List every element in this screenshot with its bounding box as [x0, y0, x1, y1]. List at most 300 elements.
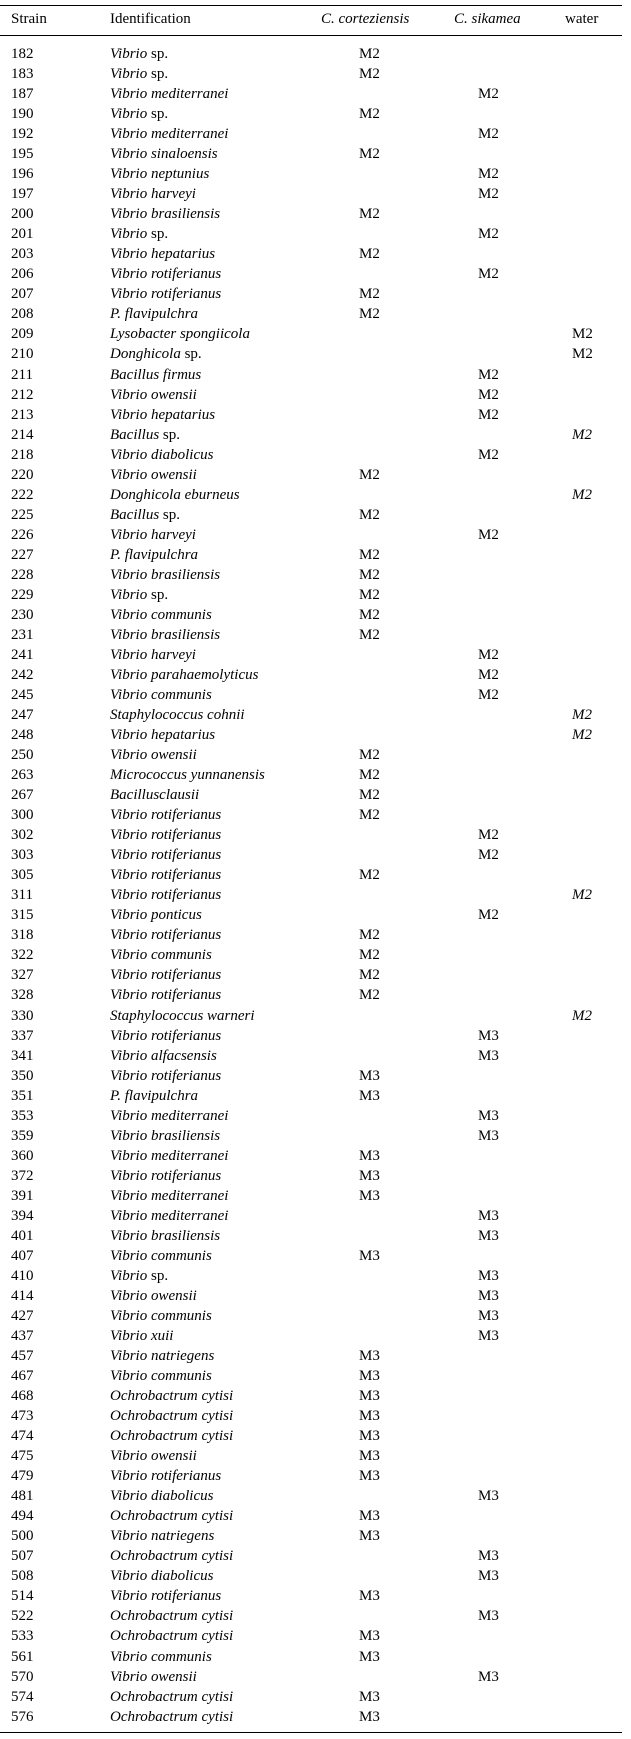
c-corteziensis-cell: M2: [359, 867, 380, 884]
table-row: [0, 1026, 622, 1046]
species-name: Ochrobactrum cytisi: [110, 1508, 234, 1525]
c-sikamea-cell: M3: [478, 1027, 499, 1044]
species-name: Vibrio communis: [110, 606, 212, 623]
strain-cell: 227: [11, 546, 34, 563]
species-name: Vibrio diabolicus: [110, 1568, 214, 1585]
species-name: Ochrobactrum cytisi: [110, 1548, 234, 1565]
species-name: Vibrio rotiferianus: [110, 967, 222, 984]
identification-cell: [110, 905, 202, 925]
identification-cell: [110, 625, 220, 645]
species-name: Vibrio mediterranei: [110, 1207, 229, 1224]
species-name: Ochrobactrum cytisi: [110, 1608, 234, 1625]
c-corteziensis-cell: M2: [359, 306, 380, 323]
identification-cell: [110, 1486, 213, 1506]
identification-cell: [110, 365, 201, 385]
species-name: Vibrio rotiferianus: [110, 887, 222, 904]
table-row: [0, 1226, 622, 1246]
species-name: Vibrio communis: [110, 1307, 212, 1324]
c-sikamea-cell: M3: [478, 1608, 499, 1625]
c-sikamea-cell: M3: [478, 1568, 499, 1585]
water-cell: M2: [572, 346, 593, 363]
c-sikamea-cell: M2: [478, 386, 499, 403]
c-sikamea-cell: M2: [478, 226, 499, 243]
strain-cell: 220: [11, 466, 34, 483]
table-row: [0, 445, 622, 465]
c-corteziensis-cell: M3: [359, 1187, 380, 1204]
c-corteziensis-cell: M2: [359, 747, 380, 764]
identification-cell: [110, 1206, 228, 1226]
c-sikamea-cell: M2: [478, 907, 499, 924]
identification-cell: [110, 324, 250, 344]
strain-cell: 494: [11, 1508, 34, 1525]
strain-cell: 514: [11, 1588, 34, 1605]
species-name: Vibrio mediterranei: [110, 126, 229, 143]
species-name: Vibrio brasiliensis: [110, 1127, 221, 1144]
c-sikamea-cell: M2: [478, 166, 499, 183]
identification-cell: [110, 1386, 233, 1406]
table-bottom-rule: [0, 1732, 622, 1733]
species-name: Vibrio owensii: [110, 1448, 197, 1465]
strain-cell: 500: [11, 1528, 34, 1545]
species-name: Vibrio hepatarius: [110, 727, 216, 744]
table-row: [0, 645, 622, 665]
species-name: Vibrio brasiliensis: [110, 1227, 221, 1244]
table-row: [0, 1466, 622, 1486]
strain-cell: 303: [11, 847, 34, 864]
species-name: Ochrobactrum cytisi: [110, 1688, 234, 1705]
species-name: Ochrobactrum cytisi: [110, 1388, 234, 1405]
strain-cell: 196: [11, 166, 34, 183]
strain-cell: 206: [11, 266, 34, 283]
table-row: [0, 785, 622, 805]
species-name: Vibrio harveyi: [110, 646, 196, 663]
strain-cell: 207: [11, 286, 34, 303]
strain-cell: 192: [11, 126, 34, 143]
identification-cell: [110, 1626, 233, 1646]
table-header: [0, 11, 622, 31]
c-sikamea-cell: M3: [478, 1267, 499, 1284]
identification-cell: [110, 344, 202, 364]
species-name: P. flavipulchra: [110, 546, 199, 563]
table-row: [0, 1086, 622, 1106]
identification-cell: [110, 465, 197, 485]
strain-cell: 468: [11, 1388, 34, 1405]
strain-cell: 337: [11, 1027, 34, 1044]
strain-cell: 410: [11, 1267, 34, 1284]
identification-cell: [110, 925, 221, 945]
table-row: [0, 1286, 622, 1306]
species-name: Vibrio harveyi: [110, 186, 196, 203]
species-name: Ochrobactrum cytisi: [110, 1628, 234, 1645]
strain-cell: 214: [11, 426, 34, 443]
table-row: [0, 845, 622, 865]
table-row: [0, 1106, 622, 1126]
c-sikamea-cell: M2: [478, 526, 499, 543]
c-corteziensis-cell: M3: [359, 1067, 380, 1084]
strain-cell: 350: [11, 1067, 34, 1084]
species-name: Ochrobactrum cytisi: [110, 1708, 234, 1725]
table-row: [0, 1366, 622, 1386]
table-row: [0, 665, 622, 685]
c-sikamea-cell: M2: [478, 366, 499, 383]
species-name: Vibrio rotiferianus: [110, 807, 222, 824]
c-corteziensis-cell: M2: [359, 807, 380, 824]
identification-cell: [110, 525, 196, 545]
table-row: [0, 104, 622, 124]
c-corteziensis-cell: M2: [359, 66, 380, 83]
strain-cell: 401: [11, 1227, 34, 1244]
table-row: [0, 865, 622, 885]
c-corteziensis-cell: M3: [359, 1508, 380, 1525]
c-sikamea-cell: M2: [478, 86, 499, 103]
strain-cell: 508: [11, 1568, 34, 1585]
identification-cell: [110, 1586, 221, 1606]
species-name: Vibrio neptunius: [110, 166, 210, 183]
c-corteziensis-cell: M2: [359, 106, 380, 123]
strain-cell: 507: [11, 1548, 34, 1565]
c-corteziensis-cell: M2: [359, 506, 380, 523]
identification-cell: [110, 405, 215, 425]
table-row: [0, 1346, 622, 1366]
strain-cell: 394: [11, 1207, 34, 1224]
table-row: [0, 1586, 622, 1606]
header-water: water: [565, 11, 599, 27]
strain-cell: 210: [11, 346, 34, 363]
water-cell: M2: [572, 1007, 592, 1024]
table-row: [0, 144, 622, 164]
strain-cell: 218: [11, 446, 34, 463]
identification-cell: [110, 44, 168, 64]
species-name: Vibrio rotiferianus: [110, 266, 222, 283]
identification-cell: [110, 585, 168, 605]
table-row: [0, 64, 622, 84]
identification-cell: [110, 885, 221, 905]
species-name: Vibrio diabolicus: [110, 1488, 214, 1505]
table-row: [0, 1707, 622, 1727]
c-corteziensis-cell: M2: [359, 967, 380, 984]
identification-cell: [110, 264, 221, 284]
species-suffix: sp.: [147, 46, 169, 62]
table-row: [0, 344, 622, 364]
identification-cell: [110, 545, 198, 565]
strain-cell: 228: [11, 566, 34, 583]
strain-cell: 341: [11, 1047, 34, 1064]
identification-cell: [110, 445, 213, 465]
identification-cell: [110, 1106, 228, 1126]
identification-cell: [110, 1326, 173, 1346]
species-name: Vibrio: [110, 46, 148, 62]
strain-cell: 200: [11, 206, 34, 223]
species-name: Ochrobactrum cytisi: [110, 1428, 234, 1445]
c-sikamea-cell: M3: [478, 1127, 499, 1144]
identification-cell: [110, 1046, 217, 1066]
c-sikamea-cell: M3: [478, 1548, 499, 1565]
identification-cell: [110, 84, 228, 104]
strain-cell: 248: [11, 727, 34, 744]
c-corteziensis-cell: M3: [359, 1648, 380, 1665]
species-name: Donghicola eburneus: [110, 486, 240, 503]
water-cell: M2: [572, 486, 592, 503]
identification-cell: [110, 284, 221, 304]
table-body: [0, 44, 622, 1727]
species-name: Bacillus firmus: [110, 366, 202, 383]
species-name: Bacillus: [110, 506, 160, 523]
c-sikamea-cell: M2: [478, 847, 499, 864]
table-row: [0, 465, 622, 485]
strain-cell: 359: [11, 1127, 34, 1144]
species-name: Vibrio communis: [110, 1247, 212, 1264]
c-sikamea-cell: M3: [478, 1328, 499, 1344]
identification-cell: [110, 1126, 220, 1146]
table-row: [0, 1566, 622, 1586]
c-corteziensis-cell: M2: [359, 767, 380, 784]
c-corteziensis-cell: M2: [359, 146, 380, 163]
species-name: Vibrio alfacsensis: [110, 1047, 217, 1064]
species-name: Vibrio: [110, 106, 148, 123]
table-row: [0, 284, 622, 304]
identification-cell: [110, 184, 196, 204]
strain-cell: 318: [11, 927, 34, 944]
table-row: [0, 905, 622, 925]
c-sikamea-cell: M3: [478, 1668, 499, 1685]
identification-cell: [110, 1406, 233, 1426]
identification-cell: [110, 1647, 212, 1667]
table-row: [0, 1406, 622, 1426]
identification-cell: [110, 505, 180, 525]
identification-cell: [110, 1146, 228, 1166]
c-sikamea-cell: M2: [478, 646, 499, 663]
identification-cell: [110, 745, 197, 765]
water-cell: M2: [572, 727, 592, 744]
strain-cell: 250: [11, 747, 34, 764]
table-row: [0, 84, 622, 104]
table-row: [0, 825, 622, 845]
strain-cell: 241: [11, 646, 34, 663]
identification-cell: [110, 1426, 233, 1446]
species-name: Vibrio sinaloensis: [110, 146, 218, 163]
table-row: [0, 1166, 622, 1186]
identification-cell: [110, 785, 199, 805]
strain-cell: 327: [11, 967, 34, 984]
strain-cell: 414: [11, 1287, 34, 1304]
species-name: Vibrio communis: [110, 947, 212, 964]
identification-cell: [110, 825, 221, 845]
species-name: Vibrio communis: [110, 1648, 212, 1665]
species-name: Vibrio owensii: [110, 466, 197, 483]
table-row: [0, 965, 622, 985]
header-c-corteziensis: C. corteziensis: [321, 11, 410, 27]
table-row: [0, 1506, 622, 1526]
species-suffix: sp.: [159, 426, 181, 443]
c-sikamea-cell: M3: [478, 1047, 499, 1064]
c-corteziensis-cell: M3: [359, 1688, 380, 1705]
c-corteziensis-cell: M2: [359, 46, 380, 62]
c-sikamea-cell: M3: [478, 1107, 499, 1124]
strain-cell: 427: [11, 1307, 34, 1324]
species-name: P. flavipulchra: [110, 1087, 199, 1104]
identification-cell: [110, 1687, 233, 1707]
table-row: [0, 1246, 622, 1266]
strain-cell: 267: [11, 787, 34, 804]
c-corteziensis-cell: M3: [359, 1147, 380, 1164]
strain-cell: 182: [11, 46, 34, 62]
table-row: [0, 625, 622, 645]
header-identification: Identification: [110, 11, 191, 27]
strain-cell: 457: [11, 1348, 34, 1365]
table-row: [0, 224, 622, 244]
species-name: Vibrio: [110, 1267, 148, 1284]
strain-cell: 213: [11, 406, 34, 423]
strain-cell: 360: [11, 1147, 34, 1164]
species-name: Vibrio owensii: [110, 747, 197, 764]
c-corteziensis-cell: M3: [359, 1528, 380, 1545]
strain-cell: 570: [11, 1668, 34, 1685]
c-sikamea-cell: M2: [478, 266, 499, 283]
strain-cell: 222: [11, 486, 34, 503]
table-row: [0, 405, 622, 425]
identification-cell: [110, 1546, 233, 1566]
c-corteziensis-cell: M2: [359, 606, 380, 623]
identification-cell: [110, 1446, 197, 1466]
identification-cell: [110, 1466, 221, 1486]
strain-cell: 245: [11, 687, 34, 703]
identification-cell: [110, 1346, 214, 1366]
table-row: [0, 365, 622, 385]
species-name: Vibrio harveyi: [110, 526, 196, 543]
identification-cell: [110, 665, 258, 685]
species-name: Vibrio parahaemolyticus: [110, 666, 259, 683]
strain-cell: 197: [11, 186, 34, 203]
identification-cell: [110, 1306, 212, 1326]
table-row: [0, 1266, 622, 1286]
strain-cell: 474: [11, 1428, 34, 1445]
identification-cell: [110, 985, 221, 1005]
table-row: [0, 264, 622, 284]
strain-cell: 322: [11, 947, 34, 964]
strain-cell: 195: [11, 146, 34, 163]
c-corteziensis-cell: M2: [359, 586, 380, 603]
table-row: [0, 1386, 622, 1406]
header-c-sikamea: C. sikamea: [454, 11, 521, 27]
species-name: Vibrio mediterranei: [110, 1147, 229, 1164]
table-row: [0, 1667, 622, 1687]
identification-cell: [110, 1006, 255, 1026]
species-name: Vibrio owensii: [110, 1668, 197, 1685]
species-name: Lysobacter spongiicola: [110, 326, 250, 343]
species-name: Vibrio hepatarius: [110, 246, 216, 263]
table-row: [0, 1647, 622, 1667]
table-row: [0, 184, 622, 204]
species-suffix: sp.: [147, 586, 169, 603]
strain-cell: 351: [11, 1087, 34, 1104]
c-corteziensis-cell: M2: [359, 787, 380, 804]
species-name: Vibrio natriegens: [110, 1528, 215, 1545]
water-cell: M2: [572, 887, 592, 904]
identification-cell: [110, 1086, 198, 1106]
species-name: Vibrio rotiferianus: [110, 987, 222, 1004]
species-name: Vibrio rotiferianus: [110, 927, 222, 944]
species-name: Vibrio brasiliensis: [110, 566, 221, 583]
species-name: Vibrio mediterranei: [110, 86, 229, 103]
strain-cell: 242: [11, 666, 34, 683]
table-row: [0, 124, 622, 144]
table-row: [0, 485, 622, 505]
table-row: [0, 525, 622, 545]
identification-cell: [110, 845, 221, 865]
c-corteziensis-cell: M2: [359, 927, 380, 944]
strain-cell: 437: [11, 1328, 34, 1344]
c-corteziensis-cell: M2: [359, 246, 380, 263]
header-strain: Strain: [11, 11, 47, 27]
strain-cell: 475: [11, 1448, 34, 1465]
table-row: [0, 1687, 622, 1707]
table-row: [0, 1626, 622, 1646]
strain-cell: 353: [11, 1107, 34, 1124]
identification-cell: [110, 1286, 197, 1306]
species-name: Donghicola: [110, 346, 181, 363]
species-suffix: sp.: [180, 346, 202, 363]
species-name: Vibrio mediterranei: [110, 1187, 229, 1204]
c-sikamea-cell: M2: [478, 126, 499, 143]
strain-cell: 330: [11, 1007, 34, 1024]
c-corteziensis-cell: M3: [359, 1368, 380, 1385]
identification-cell: [110, 725, 215, 745]
table-row: [0, 1526, 622, 1546]
identification-cell: [110, 224, 168, 244]
species-name: Vibrio communis: [110, 1368, 212, 1385]
c-corteziensis-cell: M3: [359, 1588, 380, 1605]
species-name: Vibrio xuii: [110, 1328, 174, 1344]
identification-cell: [110, 104, 168, 124]
table-row: [0, 705, 622, 725]
identification-cell: [110, 244, 215, 264]
species-name: Vibrio ponticus: [110, 907, 202, 924]
identification-cell: [110, 204, 220, 224]
identification-cell: [110, 1526, 214, 1546]
species-suffix: sp.: [147, 66, 169, 83]
identification-cell: [110, 1606, 233, 1626]
strain-cell: 522: [11, 1608, 34, 1625]
species-name: Staphylococcus warneri: [110, 1007, 255, 1024]
table-row: [0, 605, 622, 625]
species-suffix: sp.: [147, 106, 169, 123]
table-row: [0, 44, 622, 64]
identification-cell: [110, 1226, 220, 1246]
water-cell: M2: [572, 426, 592, 443]
table-row: [0, 1306, 622, 1326]
strain-cell: 473: [11, 1408, 34, 1425]
strain-cell: 300: [11, 807, 34, 824]
table-row: [0, 1186, 622, 1206]
table-row: [0, 805, 622, 825]
table-row: [0, 1546, 622, 1566]
species-name: Vibrio rotiferianus: [110, 867, 222, 884]
identification-cell: [110, 385, 197, 405]
identification-cell: [110, 1186, 228, 1206]
strain-cell: 263: [11, 767, 34, 784]
c-corteziensis-cell: M3: [359, 1628, 380, 1645]
c-corteziensis-cell: M3: [359, 1448, 380, 1465]
c-corteziensis-cell: M3: [359, 1087, 380, 1104]
c-corteziensis-cell: M2: [359, 626, 380, 643]
table-row: [0, 945, 622, 965]
c-corteziensis-cell: M2: [359, 206, 380, 223]
c-sikamea-cell: M2: [478, 446, 499, 463]
strain-cell: 479: [11, 1468, 34, 1485]
species-name: Vibrio owensii: [110, 1287, 197, 1304]
strain-cell: 247: [11, 707, 34, 724]
identification-cell: [110, 144, 218, 164]
